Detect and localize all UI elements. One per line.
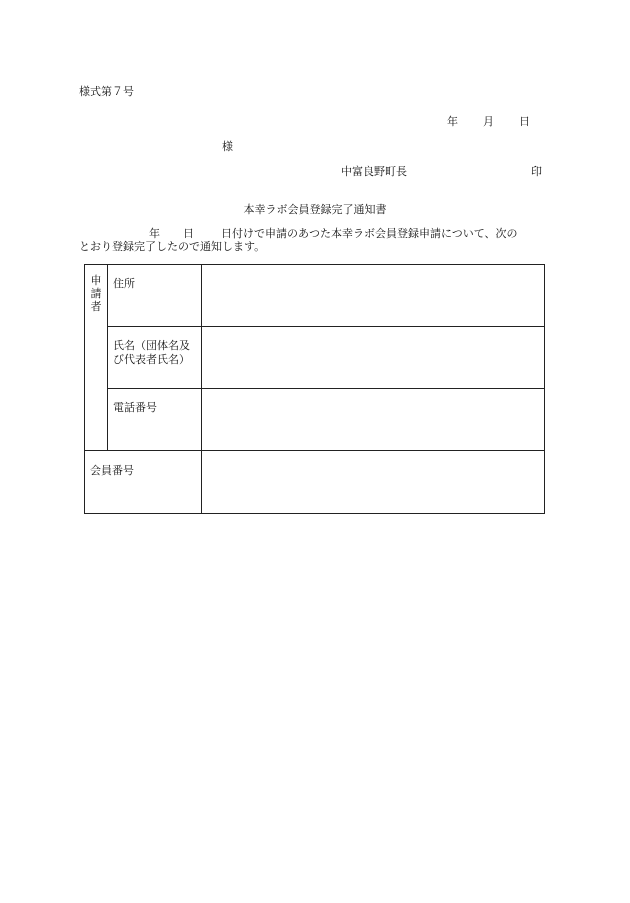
date-month-label: 月 — [483, 115, 494, 128]
phone-value[interactable] — [202, 389, 545, 451]
date-year-label: 年 — [447, 115, 458, 128]
date-day-label: 日 — [519, 115, 530, 128]
applicant-group-label — [85, 265, 108, 451]
member-number-label: 会員番号 — [85, 451, 202, 514]
phone-label: 電話番号 — [108, 389, 202, 451]
date-line — [447, 116, 530, 127]
member-number-value[interactable] — [202, 451, 545, 514]
address-label: 住所 — [108, 265, 202, 327]
applicant-char-3: 者 — [90, 300, 102, 313]
name-label: 氏名（団体名及び代表者氏名） — [108, 327, 202, 389]
body-month-label: 日 — [183, 227, 194, 240]
address-value[interactable] — [202, 265, 545, 327]
table-row-address — [85, 265, 545, 327]
applicant-table — [84, 264, 545, 514]
seal-mark: 印 — [531, 165, 542, 178]
body-year-label: 年 — [149, 227, 160, 240]
form-number: 様式第７号 — [79, 85, 134, 98]
notice-body — [79, 227, 545, 253]
name-value[interactable] — [202, 327, 545, 389]
document-title: 本幸ラボ会員登録完了通知書 — [243, 203, 387, 216]
applicant-char-1: 申 — [90, 274, 102, 287]
table-row-member-number — [85, 451, 545, 514]
table-row-name — [85, 327, 545, 389]
applicant-char-2: 請 — [90, 287, 102, 300]
notice-body-line-1 — [79, 227, 545, 240]
addressee-suffix: 様 — [222, 140, 233, 153]
table-row-phone — [85, 389, 545, 451]
issuer-name: 中富良野町長 — [341, 165, 407, 178]
notice-body-line-2: とおり登録完了したので通知します。 — [79, 240, 266, 253]
body-day-text: 日付けで申請のあつた本幸ラボ会員登録申請について、次の — [221, 227, 518, 240]
